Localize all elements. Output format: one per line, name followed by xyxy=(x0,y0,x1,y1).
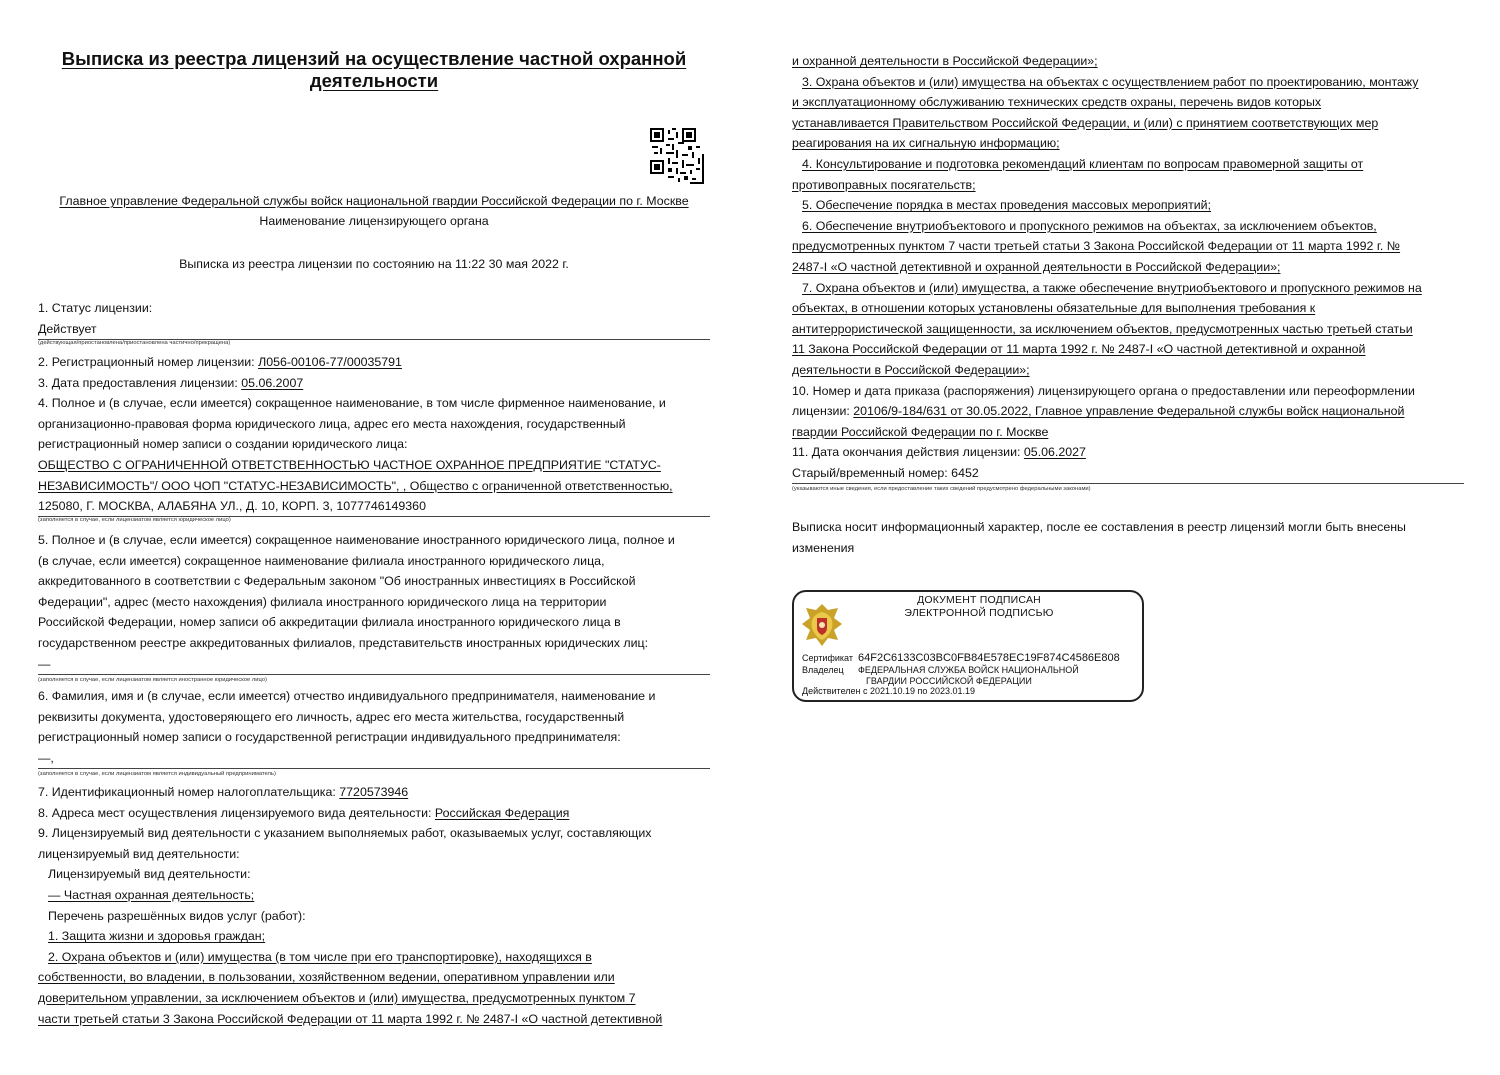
service-3: 3. Охрана объектов и (или) имущества на объектах с осуществлением работ по проектированию, монтажу xyxy=(802,74,1419,89)
order-row: лицензии: 20106/9-184/631 от 30.05.2022, Главное управление Федеральной службы войск национальной xyxy=(792,404,1405,419)
legal-entity-short-name: НЕЗАВИСИМОСТЬ"/ ООО ЧОП "СТАТУС-НЕЗАВИСИМОСТЬ", , Общество с ограниченной ответственностью, xyxy=(38,478,673,493)
order-authority: гвардии Российской Федерации по г. Москве xyxy=(792,424,1049,439)
legal-entity-name: ОБЩЕСТВО С ОГРАНИЧЕННОЙ ОТВЕТСТВЕННОСТЬЮ ЧАСТНОЕ ОХРАННОЕ ПРЕДПРИЯТИЕ "СТАТУС- xyxy=(38,457,661,472)
section-5: 5. Полное и (в случае, если имеется) сокращенное наименование иностранного юридического лица, полное и (в случае, если имеется) сокращенное наименование филиала иностранного юридического лица, аккредитованного в соответствии с Федеральным законом "Об иностранных инвестициях в Российской Федерации", адрес (место нахождения) филиала иностранного юридического лица на территории Российской Федерации, номер записи об аккредитации филиала иностранного юридического лица в государственном реестре аккредитованных филиалов, представительств иностранных юридических лиц: — (заполняется в случае, если лицензиатом является иностранное юридическое лицо) xyxy=(38,530,710,684)
document-title: Выписка из реестра лицензий на осуществление частной охранной деятельности xyxy=(61,48,687,91)
entrepreneur-hint: (заполняется в случае, если лицензиатом является индивидуальный предприниматель) xyxy=(38,770,276,777)
services-continued: и охранной деятельности в Российской Федерации»; 3. Охрана объектов и (или) имущества на объектах с осуществлением работ по проектированию, монтажу и эксплуатационному обслуживанию технических средств охраны, перечень видов которых устанавливается Правительством Российской Федерации, и (или) с принятием соответствующих мер реагирования на их сигнальную информацию; 4. Консультирование и подготовка рекомендаций клиентам по вопросам правомерной защиты от противоправных посягательств; 5. Обеспечение порядка в местах проведения массовых мероприятий; 6. Обеспечение внутриобъектового и пропускного режимов на объектах, за исключением объектов, предусмотренных пунктом 7 части третьей статьи 3 Закона Российской Федерации от 11 марта 1992 г. № 2487-I «О частной детективной и охранной деятельности в Российской Федерации»; 7. Охрана объектов и (или) имущества, а также обеспечение внутриобъектового и пропускного режимов на объектах, в отношении которых установлены обязательные для выполнения требования к антитеррористической защищенности, за исключением объектов, предусмотренных частью третьей статьи 11 Закона Российской Федерации от 11 марта 1992 г. № 2487-I «О частной детективной и охранной деятельности в Российской Федерации»; 10. Номер и дата приказа (распоряжения) лицензирующего органа о предоставлении или переоформлении лицензии: 20106/9-184/631 от 30.05.2022, Главное управление Федеральной службы войск национальной гвардии Российской Федерации по г. Москве 11. Дата окончания действия лицензии: 05.06.2027 Старый/временный номер: 6452 (указываются иные сведения, если предоставление таких сведений предусмотрено федеральными законами) xyxy=(792,51,1464,493)
owner-row: Владелец ФЕДЕРАЛЬНАЯ СЛУЖБА ВОЙСК НАЦИОНАЛЬНОЙ xyxy=(802,665,1079,675)
legal-entity-hint: (заполняется в случае, если лицензиатом является юридическое лицо) xyxy=(38,517,231,524)
foreign-entity-hint: (заполняется в случае, если лицензиатом является иностранное юридическое лицо) xyxy=(38,676,267,683)
extract-date: Выписка из реестра лицензии по состоянию на 11:22 30 мая 2022 г. xyxy=(179,257,569,271)
legal-entity-address: 125080, Г. МОСКВА, АЛАБЯНА УЛ., Д. 10, КОРП. 3, 1077746149360 xyxy=(38,496,710,517)
activity-address: Российская Федерация xyxy=(434,805,570,820)
other-info-hint: (указываются иные сведения, если предоставление таких сведений предусмотрено федеральными законами) xyxy=(792,485,1091,492)
grant-date: 05.06.2007 xyxy=(241,375,304,390)
qr-code-icon xyxy=(650,128,706,184)
grant-date-row: 3. Дата предоставления лицензии: 05.06.2007 xyxy=(38,375,304,390)
service-7: 7. Охрана объектов и (или) имущества, а также обеспечение внутриобъектового и пропускного режимов на xyxy=(802,280,1422,295)
owner-name: ФЕДЕРАЛЬНАЯ СЛУЖБА ВОЙСК НАЦИОНАЛЬНОЙ xyxy=(858,665,1079,675)
certificate-id: 64F2C6133C03BC0FB84E578EC19F874C4586E808 xyxy=(858,652,1120,664)
sections-7-9: 7. Идентификационный номер налогоплательщика: 7720573946 8. Адреса мест осуществления лицензируемого вида деятельности: Российская Федерация 9. Лицензируемый вид деятельности с указанием выполняемых работ, оказываемых услуг, составляющих лицензируемый вид деятельности: Лицензируемый вид деятельности: — Частная охранная деятельность; Перечень разрешённых видов услуг (работ): 1. Защита жизни и здоровья граждан; 2. Охрана объектов и (или) имущества (в том числе при его транспортировке), находящихся в собственности, во владении, в пользовании, хозяйственном ведении, оперативном управлении или доверительном управлении, за исключением объектов и (или) имущества, предусмотренных пунктом 7 части третьей статьи 3 Закона Российской Федерации от 11 марта 1992 г. № 2487-I «О частной детективной xyxy=(38,782,710,1029)
registration-number: Л056-00106-77/00035791 xyxy=(258,355,402,369)
left-page xyxy=(38,0,710,1075)
licensing-authority-caption: Наименование лицензирующего органа xyxy=(259,214,489,228)
section-1: 1. Статус лицензии: Действует (действующая/приостановлена/приостановлена частично/прекращена) xyxy=(38,298,710,347)
activity-type: — Частная охранная деятельность; xyxy=(48,887,255,902)
stamp-heading: ДОКУМЕНТ ПОДПИСАН ЭЛЕКТРОННОЙ ПОДПИСЬЮ xyxy=(904,594,1054,619)
license-status: Действует xyxy=(38,319,710,340)
sections-2-4: 2. Регистрационный номер лицензии: Л056-00106-77/00035791 3. Дата предоставления лицензии: 05.06.2007 4. Полное и (в случае, если имеется) сокращенное наименование, в том числе фирменное наименование, и организационно-правовая форма юридического лица, адрес его места нахождения, государственный регистрационный номер записи о создании юридического лица: ОБЩЕСТВО С ОГРАНИЧЕННОЙ ОТВЕТСТВЕННОСТЬЮ ЧАСТНОЕ ОХРАННОЕ ПРЕДПРИЯТИЕ "СТАТУС- НЕЗАВИСИМОСТЬ"/ ООО ЧОП "СТАТУС-НЕЗАВИСИМОСТЬ", , Общество с ограниченной ответственностью, 125080, Г. МОСКВА, АЛАБЯНА УЛ., Д. 10, КОРП. 3, 1077746149360 (заполняется в случае, если лицензиатом является юридическое лицо) xyxy=(38,352,710,524)
expiry-row: 11. Дата окончания действия лицензии: 05.06.2027 xyxy=(792,445,1086,460)
inn: 7720573946 xyxy=(339,785,409,799)
activity-address-row: 8. Адреса мест осуществления лицензируемого вида деятельности: Российская Федерация xyxy=(38,805,570,820)
status-hint: (действующая/приостановлена/приостановлена частично/прекращена) xyxy=(38,339,231,346)
disclaimer: Выписка носит информационный характер, после ее составления в реестр лицензий могли быть внесены изменения xyxy=(792,520,1406,555)
rosgvardia-emblem-icon xyxy=(800,600,844,648)
expiry-date: 05.06.2027 xyxy=(1023,445,1086,460)
order-number: 20106/9-184/631 от 30.05.2022, Главное управление Федеральной службы войск национальной xyxy=(853,404,1405,419)
validity-period: Действителен с 2021.10.19 по 2023.01.19 xyxy=(802,686,975,696)
entrepreneur-value: —, xyxy=(38,748,710,769)
service-6: 6. Обеспечение внутриобъектового и пропускного режимов на объектах, за исключением объектов, xyxy=(802,218,1377,233)
right-page xyxy=(792,0,1464,1075)
owner-name-cont: ГВАРДИИ РОССИЙСКОЙ ФЕДЕРАЦИИ xyxy=(866,676,1032,686)
licensing-authority: Главное управление Федеральной службы войск национальной гвардии Российской Федерации по г. Москве xyxy=(59,194,689,208)
registration-number-row: 2. Регистрационный номер лицензии: Л056-00106-77/00035791 xyxy=(38,355,402,369)
service-1: 1. Защита жизни и здоровья граждан; xyxy=(48,929,266,944)
certificate-row: Сертификат 64F2C6133C03BC0FB84E578EC19F874C4586E808 xyxy=(802,652,1120,664)
inn-row: 7. Идентификационный номер налогоплательщика: 7720573946 xyxy=(38,785,409,799)
service-2: 2. Охрана объектов и (или) имущества (в том числе при его транспортировке), находящихся в xyxy=(48,949,592,964)
electronic-signature-stamp xyxy=(792,590,1144,702)
service-4: 4. Консультирование и подготовка рекомендаций клиентам по вопросам правомерной защиты от xyxy=(802,156,1364,171)
service-5: 5. Обеспечение порядка в местах проведения массовых мероприятий; xyxy=(802,198,1212,213)
section-6: 6. Фамилия, имя и (в случае, если имеется) отчество индивидуального предпринимателя, наименование и реквизиты документа, удостоверяющего его личность, адрес его места жительства, государственный регистрационный номер записи о государственной регистрации индивидуального предпринимателя: —, (заполняется в случае, если лицензиатом является индивидуальный предприниматель) xyxy=(38,686,710,778)
old-number: Старый/временный номер: 6452 xyxy=(792,463,1464,484)
foreign-entity-value: — xyxy=(38,654,710,675)
